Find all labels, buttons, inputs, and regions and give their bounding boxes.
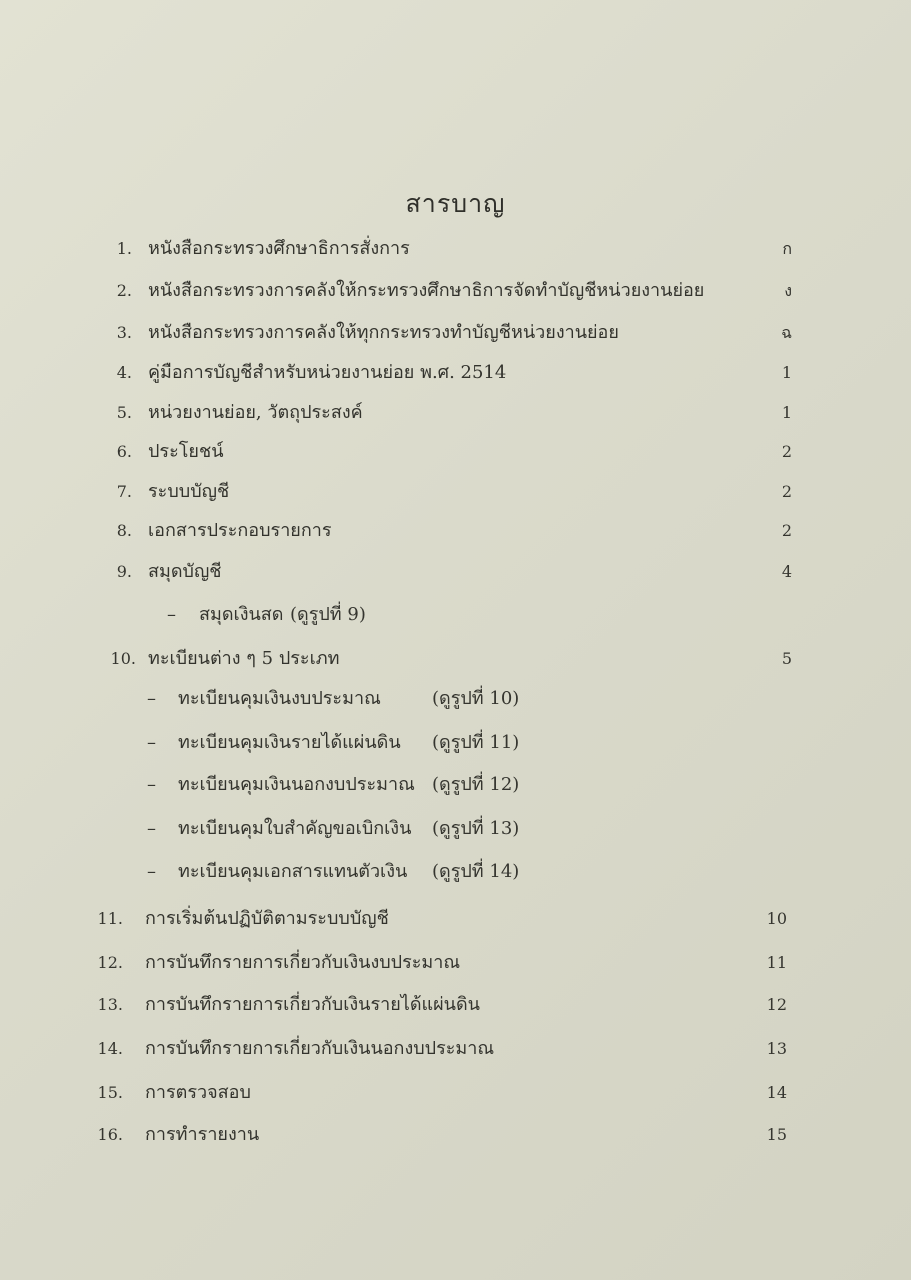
entry-number: 5. (116, 403, 132, 422)
entry-page: ฉ (781, 323, 792, 342)
entry-page: ง (784, 281, 792, 300)
entry-title: ประโยชน์ (148, 441, 224, 462)
subentry-dash: – (147, 688, 156, 709)
entry-number: 9. (116, 562, 132, 581)
entry-number: 1. (116, 239, 132, 258)
toc-entry-14 (0, 1034, 911, 1064)
page-title: สารบาญ (405, 189, 506, 218)
entry-title: หน่วยงานย่อย, วัตถุประสงค์ (148, 402, 363, 423)
toc-entry-10 (0, 644, 911, 674)
entry-title: หนังสือกระทรวงศึกษาธิการสั่งการ (148, 238, 410, 259)
entry-page: 15 (766, 1125, 787, 1144)
entry-title: ทะเบียนต่าง ๆ 5 ประเภท (148, 648, 340, 669)
entry-title: เอกสารประกอบรายการ (148, 520, 332, 541)
toc-entry-13 (0, 990, 911, 1020)
entry-number: 16. (97, 1125, 123, 1144)
toc-entry-5 (0, 398, 911, 428)
subentry-figure-ref: (ดูรูปที่ 10) (432, 688, 520, 709)
subentry-title: ทะเบียนคุมเอกสารแทนตัวเงิน (178, 861, 408, 882)
toc-subentry-cashbook (0, 600, 911, 630)
entry-number: 7. (116, 482, 132, 501)
entry-title: การบันทึกรายการเกี่ยวกับเงินนอกงบประมาณ (145, 1038, 495, 1059)
entry-number: 8. (116, 521, 132, 540)
toc-entry-15 (0, 1078, 911, 1108)
entry-number: 3. (116, 323, 132, 342)
entry-page: 5 (781, 649, 792, 668)
subentry-title: ทะเบียนคุมเงินนอกงบประมาณ (178, 774, 415, 795)
subentry-figure-ref: (ดูรูปที่ 9) (290, 604, 366, 625)
subentry-figure-ref: (ดูรูปที่ 14) (432, 861, 520, 882)
toc-subentry-state-revenue (0, 728, 911, 758)
entry-number: 13. (97, 995, 123, 1014)
toc-subentry-vouchers (0, 814, 911, 844)
entry-page: 1 (781, 403, 792, 422)
subentry-title: สมุดเงินสด (199, 604, 284, 625)
entry-page: ก (782, 239, 792, 258)
toc-entry-7 (0, 477, 911, 507)
entry-title: หนังสือกระทรวงการคลังให้ทุกกระทรวงทำบัญชีหน่วยงานย่อย (148, 322, 619, 343)
subentry-dash: – (147, 774, 156, 795)
toc-entry-12 (0, 948, 911, 978)
toc-subentry-off-budget (0, 770, 911, 800)
entry-number: 11. (97, 909, 123, 928)
entry-number: 12. (97, 953, 123, 972)
entry-number: 14. (97, 1039, 123, 1058)
entry-title: การเริ่มต้นปฏิบัติตามระบบบัญชี (145, 908, 389, 929)
toc-subentry-cash-substitutes (0, 857, 911, 887)
entry-page: 10 (766, 909, 787, 928)
subentry-figure-ref: (ดูรูปที่ 11) (432, 732, 520, 753)
toc-entry-3 (0, 318, 911, 348)
entry-title: การบันทึกรายการเกี่ยวกับเงินรายได้แผ่นดิน (145, 994, 480, 1015)
toc-entry-6 (0, 437, 911, 467)
entry-title: การตรวจสอบ (145, 1082, 251, 1103)
subentry-dash: – (147, 861, 156, 882)
subentry-figure-ref: (ดูรูปที่ 12) (432, 774, 520, 795)
entry-title: หนังสือกระทรวงการคลังให้กระทรวงศึกษาธิการจัดทำบัญชีหน่วยงานย่อย (148, 280, 705, 301)
entry-title: การทำรายงาน (145, 1124, 260, 1145)
toc-entry-9 (0, 557, 911, 587)
entry-page: 4 (781, 562, 792, 581)
toc-entry-16 (0, 1120, 911, 1150)
toc-entry-8 (0, 516, 911, 546)
subentry-figure-ref: (ดูรูปที่ 13) (432, 818, 520, 839)
entry-page: 2 (781, 521, 792, 540)
entry-page: 13 (766, 1039, 787, 1058)
subentry-title: ทะเบียนคุมเงินงบประมาณ (178, 688, 381, 709)
entry-page: 14 (766, 1083, 787, 1102)
entry-page: 12 (766, 995, 787, 1014)
entry-number: 6. (116, 442, 132, 461)
subentry-title: ทะเบียนคุมใบสำคัญขอเบิกเงิน (178, 818, 412, 839)
toc-entry-1 (0, 234, 911, 264)
toc-subentry-budget (0, 684, 911, 714)
entry-title: ระบบบัญชี (148, 481, 230, 502)
toc-entry-4 (0, 358, 911, 388)
entry-page: 11 (766, 953, 787, 972)
entry-page: 2 (781, 482, 792, 501)
subentry-dash: – (147, 818, 156, 839)
subentry-dash: – (147, 732, 156, 753)
toc-entry-11 (0, 904, 911, 934)
entry-page: 1 (781, 363, 792, 382)
subentry-dash: – (167, 604, 176, 625)
toc-entry-2 (0, 276, 911, 306)
entry-number: 15. (97, 1083, 123, 1102)
entry-number: 4. (116, 363, 132, 382)
entry-number: 10. (110, 649, 136, 668)
subentry-title: ทะเบียนคุมเงินรายได้แผ่นดิน (178, 732, 401, 753)
entry-title: การบันทึกรายการเกี่ยวกับเงินงบประมาณ (145, 952, 461, 973)
entry-title: สมุดบัญชี (148, 561, 222, 582)
entry-title: คู่มือการบัญชีสำหรับหน่วยงานย่อย พ.ศ. 2514 (148, 362, 507, 383)
entry-number: 2. (116, 281, 132, 300)
entry-page: 2 (781, 442, 792, 461)
